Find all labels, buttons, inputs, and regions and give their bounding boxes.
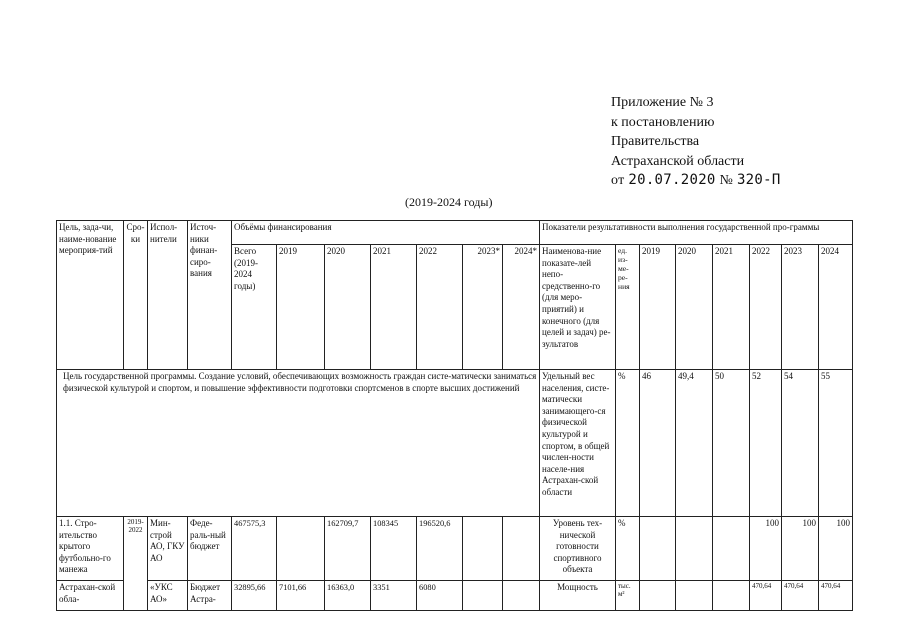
ind-2021-header: 2021 bbox=[713, 245, 750, 370]
indicator-name-header: Наименова-ние показате-лей непо-средственно-го (для меро-приятий) и конечного (для целей и задач) ре-зультатов bbox=[540, 245, 616, 370]
activity-name-continued: Астрахан-ской обла- bbox=[57, 581, 124, 611]
header-funding: Объёмы финансирования bbox=[232, 221, 540, 245]
ind-2022-header: 2022 bbox=[750, 245, 782, 370]
readiness-2023: 100 bbox=[782, 517, 819, 581]
capacity-2021 bbox=[713, 581, 750, 611]
document-date: 20.07.2020 bbox=[628, 172, 716, 188]
goal-value-2021: 50 bbox=[713, 370, 750, 517]
activity-source-regional: Бюджет Астра- bbox=[188, 581, 232, 611]
capacity-2020 bbox=[676, 581, 713, 611]
federal-2019 bbox=[277, 517, 325, 581]
readiness-indicator-name: Уровень тех-нической готовности спортивного объекта bbox=[540, 517, 616, 581]
activity-executor-continued: «УКС АО» bbox=[148, 581, 188, 611]
fund-2021-header: 2021 bbox=[371, 245, 417, 370]
federal-total: 467575,3 bbox=[232, 517, 277, 581]
capacity-indicator-name: Мощность bbox=[540, 581, 616, 611]
activity-executor: Мин-строй АО, ГКУ АО bbox=[148, 517, 188, 581]
ind-2019-header: 2019 bbox=[640, 245, 676, 370]
readiness-unit: % bbox=[616, 517, 640, 581]
header-indicators: Показатели результативности выполнения государственной про-граммы bbox=[540, 221, 853, 245]
header-executors: Испол-нители bbox=[148, 221, 188, 370]
federal-2022: 196520,6 bbox=[417, 517, 463, 581]
fund-2024-header: 2024* bbox=[503, 245, 540, 370]
readiness-2019 bbox=[640, 517, 676, 581]
date-prefix: от bbox=[611, 173, 625, 188]
goal-indicator-name: Удельный вес населения, систе-матически занимающего-ся физической культурой и спортом, в общей числен-ности населе-ния Астрахан-ской области bbox=[540, 370, 616, 517]
header-terms: Сро-ки bbox=[124, 221, 148, 370]
header-line-appendix: Приложение № 3 bbox=[611, 95, 714, 110]
goal-indicator-unit: % bbox=[616, 370, 640, 517]
capacity-2022: 470,64 bbox=[750, 581, 782, 611]
goal-value-2019: 46 bbox=[640, 370, 676, 517]
indicator-unit-header: ед. из-ме-ре-ния bbox=[616, 245, 640, 370]
goal-value-2022: 52 bbox=[750, 370, 782, 517]
header-line-resolution: к постановлению bbox=[611, 114, 715, 130]
capacity-2024: 470,64 bbox=[819, 581, 853, 611]
capacity-unit: тыс. м² bbox=[616, 581, 640, 611]
regional-2021: 3351 bbox=[371, 581, 417, 611]
federal-2020: 162709,7 bbox=[325, 517, 371, 581]
activity-terms: 2019-2022 bbox=[124, 517, 148, 611]
header-date-line bbox=[611, 171, 781, 191]
activity-source-federal: Феде-раль-ный бюджет bbox=[188, 517, 232, 581]
regional-total: 32895,66 bbox=[232, 581, 277, 611]
capacity-2019 bbox=[640, 581, 676, 611]
program-table bbox=[56, 220, 853, 611]
goal-value-2023: 54 bbox=[782, 370, 819, 517]
document-header bbox=[611, 93, 781, 191]
federal-2021: 108345 bbox=[371, 517, 417, 581]
header-sources: Источ-ники финан-сиро-вания bbox=[188, 221, 232, 370]
goal-value-2024: 55 bbox=[819, 370, 853, 517]
number-sign: № bbox=[719, 173, 734, 188]
regional-2020: 16363,0 bbox=[325, 581, 371, 611]
federal-2023 bbox=[463, 517, 503, 581]
fund-2022-header: 2022 bbox=[417, 245, 463, 370]
ind-2023-header: 2023 bbox=[782, 245, 819, 370]
regional-2019: 7101,66 bbox=[277, 581, 325, 611]
fund-2023-header: 2023* bbox=[463, 245, 503, 370]
header-goal: Цель, зада-чи, наиме-нование мероприя-тий bbox=[57, 221, 124, 370]
regional-2024 bbox=[503, 581, 540, 611]
fund-total-header: Всего (2019-2024 годы) bbox=[232, 245, 277, 370]
regional-2023 bbox=[463, 581, 503, 611]
activity-name: 1.1. Стро-ительство крытого футбольно-го манежа bbox=[57, 517, 124, 581]
readiness-2022: 100 bbox=[750, 517, 782, 581]
readiness-2020 bbox=[676, 517, 713, 581]
goal-value-2020: 49,4 bbox=[676, 370, 713, 517]
document-number: 320-П bbox=[736, 172, 781, 188]
period-caption: (2019-2024 годы) bbox=[405, 195, 493, 209]
ind-2024-header: 2024 bbox=[819, 245, 853, 370]
regional-2022: 6080 bbox=[417, 581, 463, 611]
ind-2020-header: 2020 bbox=[676, 245, 713, 370]
header-line-region: Астраханской области bbox=[611, 153, 745, 169]
readiness-2021 bbox=[713, 517, 750, 581]
header-line-government: Правительства bbox=[611, 134, 700, 149]
fund-2020-header: 2020 bbox=[325, 245, 371, 370]
federal-2024 bbox=[503, 517, 540, 581]
readiness-2024: 100 bbox=[819, 517, 853, 581]
program-goal-text: Цель государственной программы. Создание условий, обеспечивающих возможность граждан систе-матически заниматься физической культурой и спортом, и повышение эффективности подготовки спортсменов в спорте высших достижений bbox=[57, 370, 540, 517]
fund-2019-header: 2019 bbox=[277, 245, 325, 370]
capacity-2023: 470,64 bbox=[782, 581, 819, 611]
